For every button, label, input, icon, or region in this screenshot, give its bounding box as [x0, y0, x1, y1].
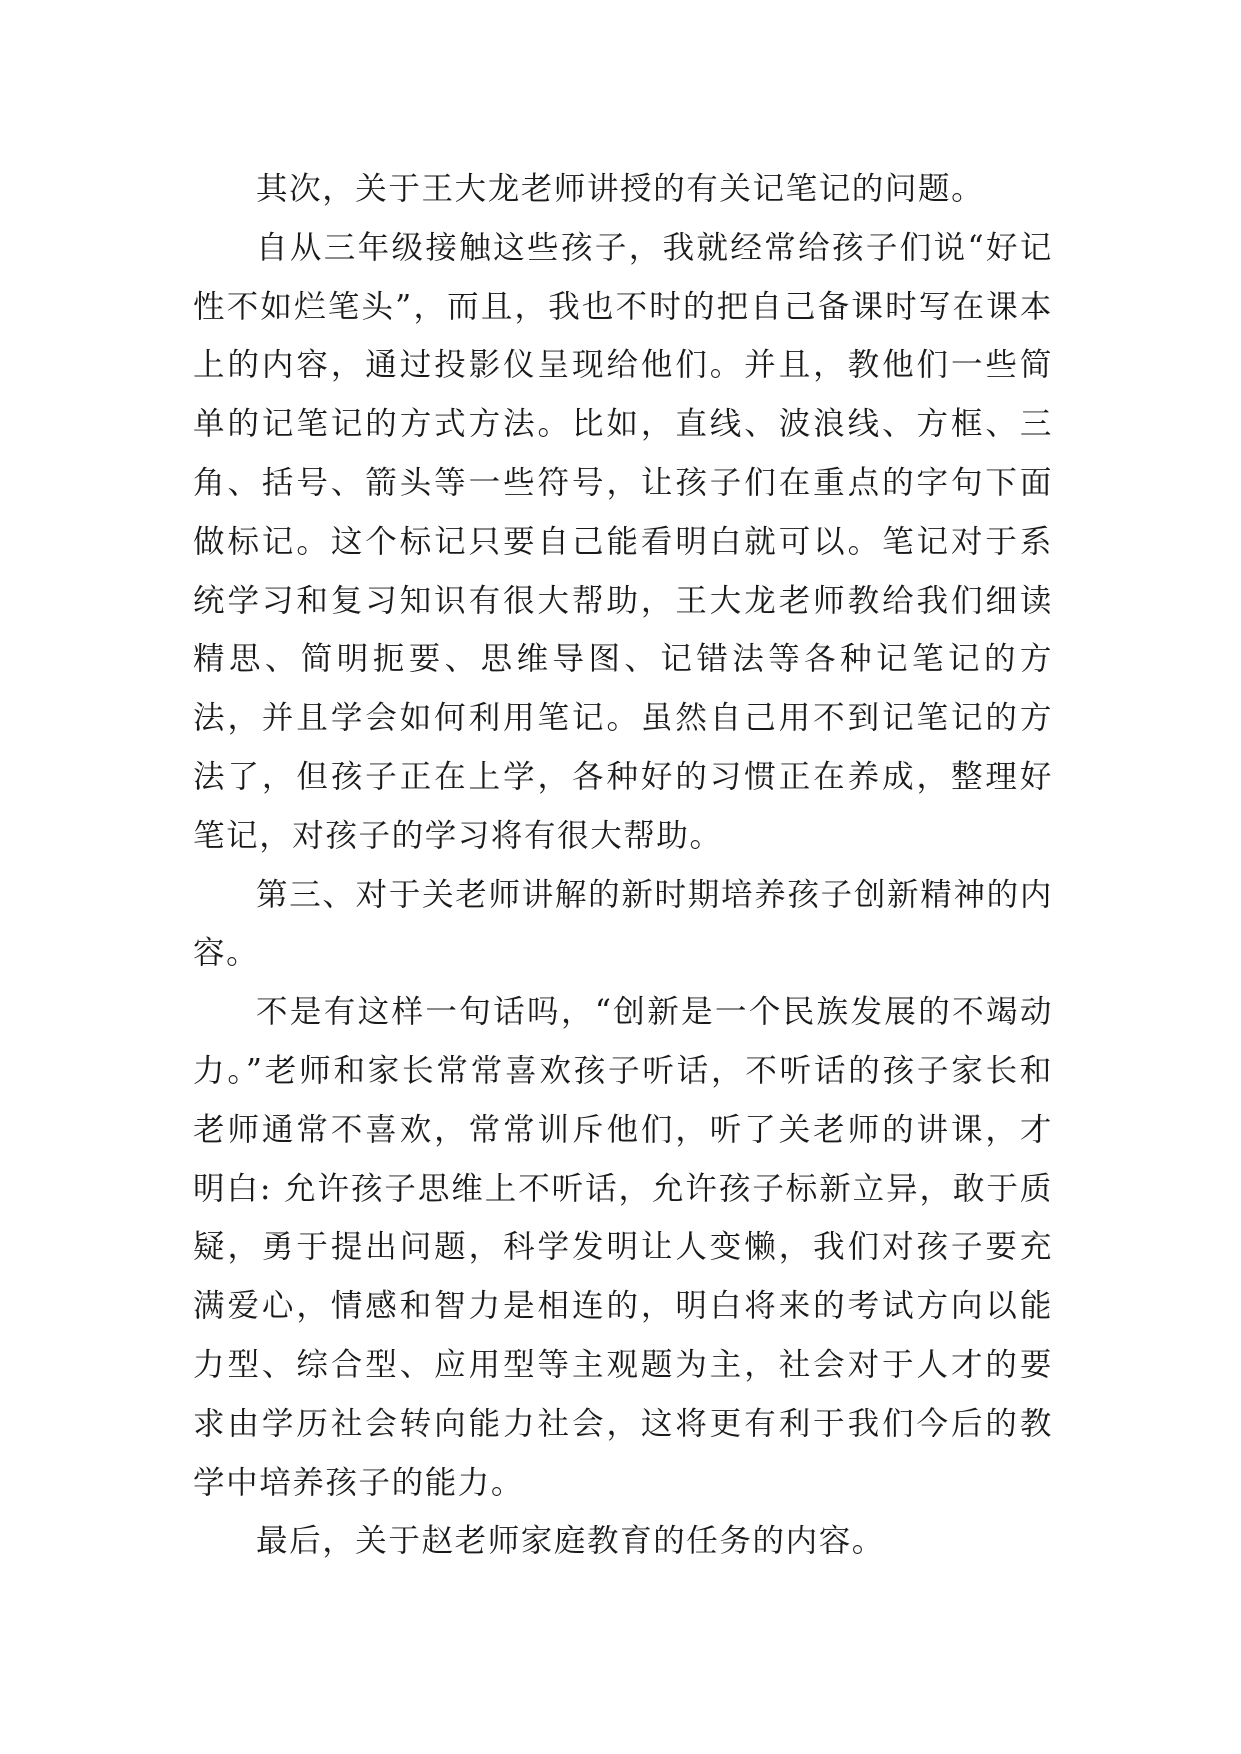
- paragraph-innovation-heading: 第三、对于关老师讲解的新时期培养孩子创新精神的内容。: [193, 876, 1053, 972]
- paragraph-innovation-body: 不是有这样一句话吗，“创新是一个民族发展的不竭动力。”老师和家长常常喜欢孩子听话，不听话的孩子家长和老师通常不喜欢，常常训斥他们，听了关老师的讲课，才明白: 允许孩子思维上不听话，允许孩子标新立异，敢于质疑，勇于提出问题，科学发明让人变懒，我们对孩子要充满爱心，情感和智力是相连的，明白将来的考试方向以能力型、综合型、应用型等主观题为主，社会对于人才的要求由学历社会转向能力社会，这将更有利于我们今后的教学中培养孩子的能力。: [193, 994, 1053, 1501]
- paragraph-family-education-heading: 最后，关于赵老师家庭教育的任务的内容。: [256, 1523, 885, 1560]
- paragraph-note-taking-body: 自从三年级接触这些孩子，我就经常给孩子们说“好记性不如烂笔头”，而且，我也不时的把自己备课时写在课本上的内容，通过投影仪呈现给他们。并且，教他们一些简单的记笔记的方式方法。比如，直线、波浪线、方框、三角、括号、箭头等一些符号，让孩子们在重点的字句下面做标记。这个标记只要自己能看明白就可以。笔记对于系统学习和复习知识有很大帮助，王大龙老师教给我们细读精思、简明扼要、思维导图、记错法等各种记笔记的方法，并且学会如何利用笔记。虽然自己用不到记笔记的方法了，但孩子正在上学，各种好的习惯正在养成，整理好笔记，对孩子的学习将有很大帮助。: [193, 229, 1053, 854]
- paragraph-note-taking-heading: 其次，关于王大龙老师讲授的有关记笔记的问题。: [256, 171, 985, 207]
- document-body: [193, 160, 1053, 1571]
